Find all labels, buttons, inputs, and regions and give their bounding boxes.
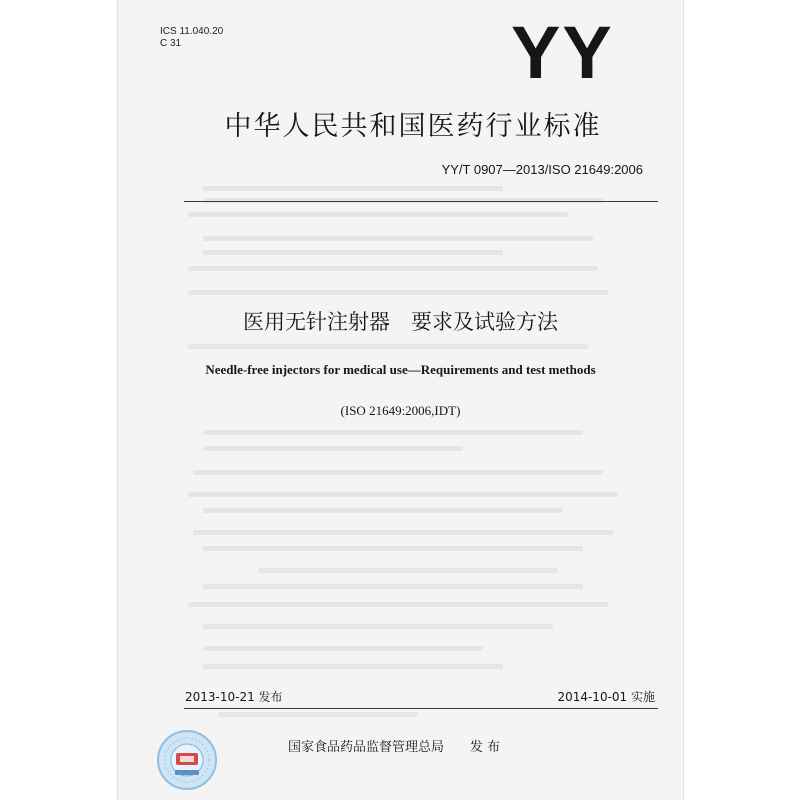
standard-cover-page xyxy=(118,0,683,800)
bottom-divider xyxy=(184,708,658,709)
adoption-reference: (ISO 21649:2006,IDT) xyxy=(340,403,461,418)
ccs-code: C 31 xyxy=(160,38,182,49)
top-divider xyxy=(184,201,658,202)
standard-category-title: 中华人民共和国医药行业标准 xyxy=(224,111,602,142)
standard-number: YY/T 0907—2013/ISO 21649:2006 xyxy=(441,162,643,177)
implementation-date: 2014-10-01 实施 xyxy=(557,690,655,704)
classification-codes xyxy=(160,26,223,50)
anti-counterfeit-seal-icon xyxy=(156,729,218,791)
document-title-english: Needle-free injectors for medical use—Requirements and test methods xyxy=(205,362,596,377)
ics-code: ICS 11.040.20 xyxy=(160,26,224,37)
publisher: 国家食品药品监督管理总局 发 布 xyxy=(288,740,501,755)
issue-date: 2013-10-21 发布 xyxy=(185,690,283,704)
standard-mark: YY xyxy=(511,11,614,94)
document-title-chinese: 医用无针注射器 要求及试验方法 xyxy=(243,310,558,334)
